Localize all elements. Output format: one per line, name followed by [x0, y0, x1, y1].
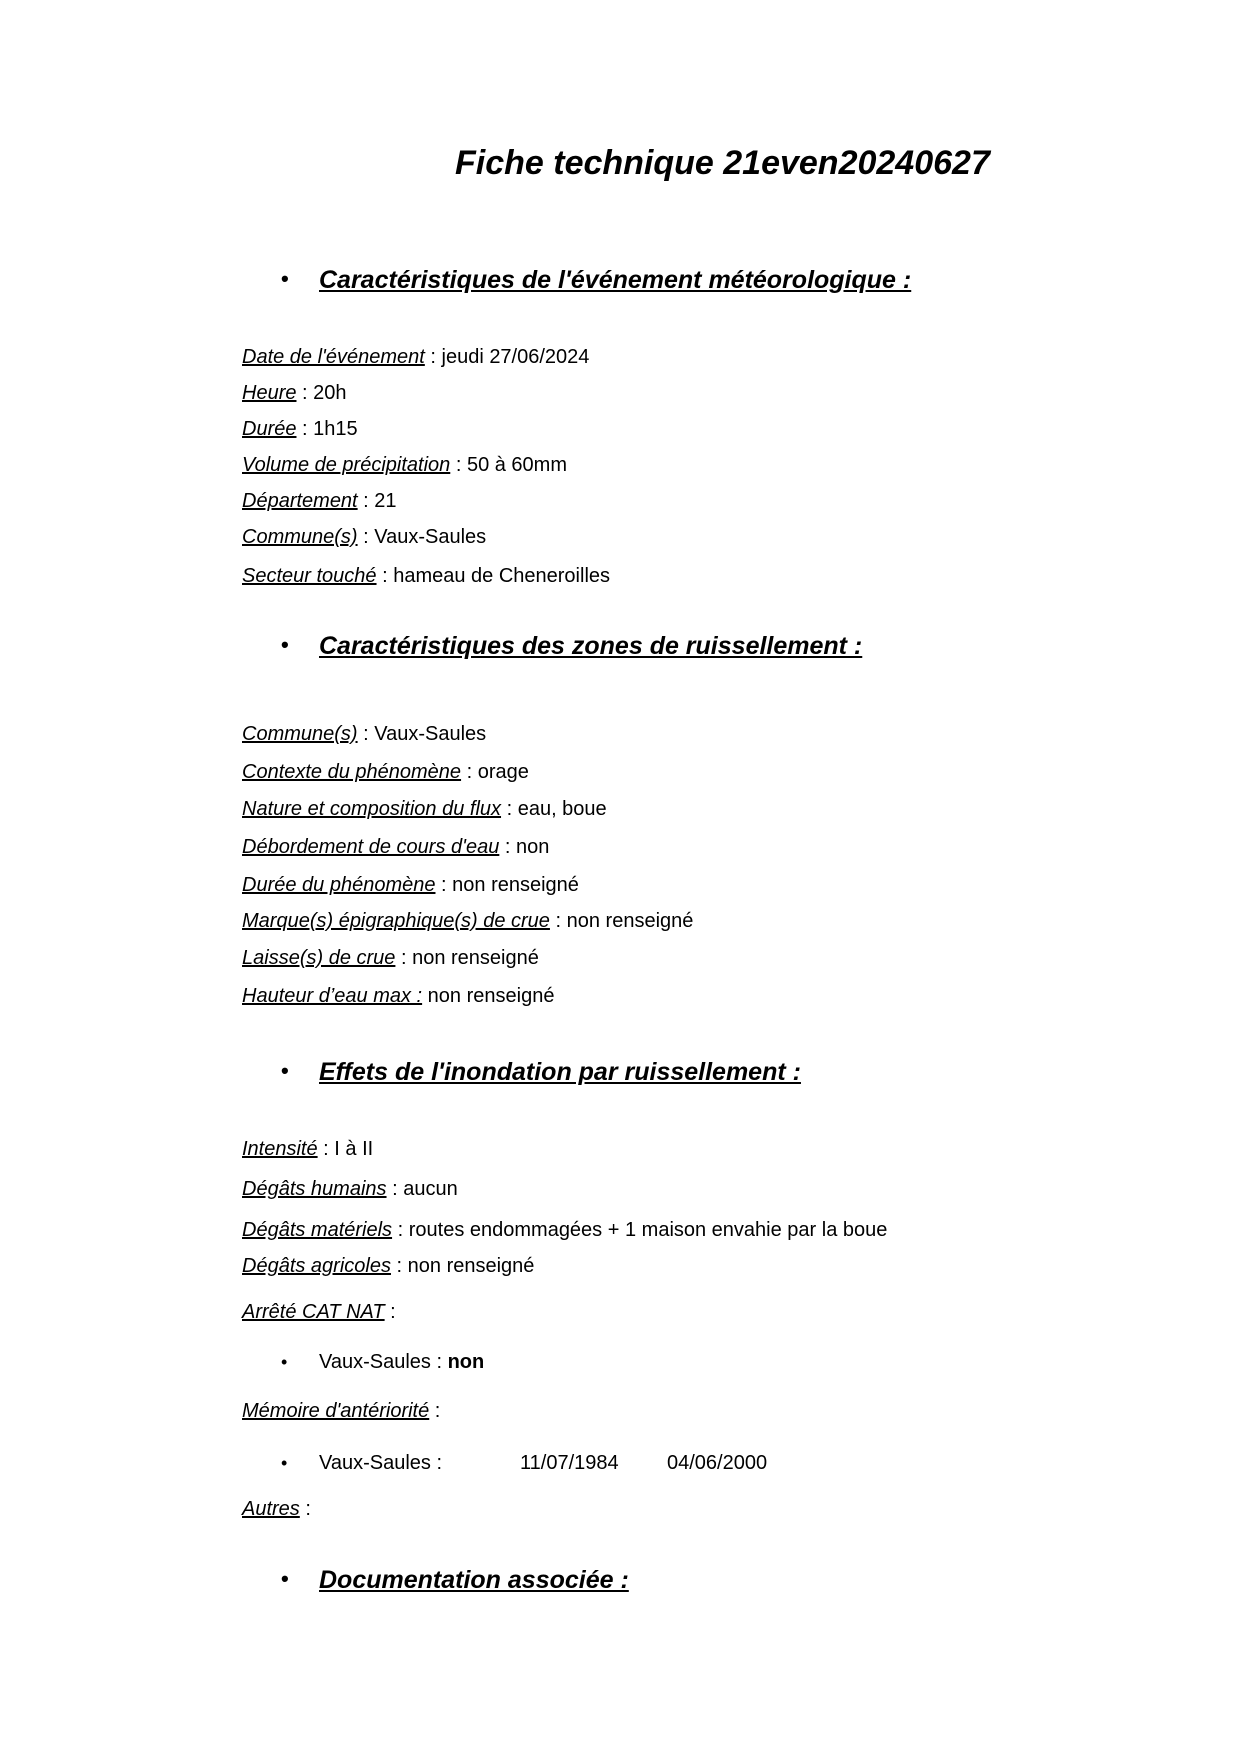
field-value: Vaux-Saules — [374, 723, 487, 745]
field-laisses-crue — [242, 947, 539, 970]
field-sep: : — [549, 910, 567, 932]
field-sep: : — [317, 1138, 335, 1160]
section-heading-text: Documentation associée : — [319, 1566, 629, 1594]
section-heading-ruissellement — [281, 632, 862, 661]
field-label: Nature et composition du flux — [242, 798, 502, 820]
bullet: • — [281, 1058, 289, 1083]
field-label: Dégâts humains — [242, 1178, 387, 1200]
bullet: • — [281, 632, 289, 657]
field-value: routes endommagées + 1 maison envahie par la boue — [408, 1219, 888, 1241]
field-marques-crue — [242, 910, 693, 933]
field-intensite — [242, 1138, 373, 1161]
field-value: Vaux-Saules — [374, 526, 487, 548]
field-sep: : — [376, 565, 394, 587]
catnat-item — [281, 1351, 484, 1374]
field-label: Dégâts matériels — [242, 1219, 393, 1241]
field-label: Volume de précipitation — [242, 454, 451, 476]
bullet: • — [281, 266, 289, 291]
field-sep: : — [450, 454, 467, 476]
field-arrete-catnat — [242, 1301, 396, 1324]
field-sep: : — [296, 382, 314, 404]
field-debordement — [242, 836, 549, 859]
bullet: • — [281, 1566, 289, 1591]
field-sep: : — [296, 418, 314, 440]
field-sep: : — [435, 874, 453, 896]
field-value: aucun — [403, 1178, 458, 1200]
field-sep: : — [424, 346, 442, 368]
catnat-commune: Vaux-Saules : — [319, 1351, 448, 1373]
field-sep: : — [461, 761, 478, 783]
memoire-commune: Vaux-Saules : — [319, 1452, 443, 1474]
field-sep: : — [501, 798, 518, 820]
field-value: jeudi 27/06/2024 — [441, 346, 590, 368]
field-value: 1h15 — [313, 418, 358, 440]
field-label: Autres — [242, 1498, 300, 1520]
field-value: non renseigné — [427, 985, 555, 1007]
memoire-date: 04/06/2000 — [667, 1452, 768, 1474]
section-heading-text: Effets de l'inondation par ruissellement : — [319, 1058, 801, 1086]
field-label: Hauteur d’eau max : — [242, 985, 423, 1007]
field-value: I à II — [334, 1138, 374, 1160]
field-label: Dégâts agricoles — [242, 1255, 391, 1277]
field-sep: : — [357, 526, 375, 548]
field-departement — [242, 490, 397, 513]
field-sep: : — [429, 1400, 441, 1422]
field-label: Mémoire d'antériorité — [242, 1400, 430, 1422]
field-secteur — [242, 565, 610, 588]
field-sep: : — [357, 490, 375, 512]
field-label: Secteur touché — [242, 565, 377, 587]
field-sep: : — [386, 1178, 404, 1200]
field-sep: : — [499, 836, 516, 858]
memoire-item — [281, 1452, 442, 1475]
field-label: Marque(s) épigraphique(s) de crue — [242, 910, 550, 932]
field-value: non renseigné — [412, 947, 539, 969]
field-value: non renseigné — [566, 910, 694, 932]
field-sep: : — [384, 1301, 396, 1323]
field-value: orage — [477, 761, 529, 783]
field-autres — [242, 1498, 311, 1521]
catnat-value: non — [447, 1351, 485, 1373]
field-communes — [242, 723, 486, 746]
field-label: Contexte du phénomène — [242, 761, 462, 783]
field-sep: : — [357, 723, 375, 745]
field-label: Débordement de cours d'eau — [242, 836, 500, 858]
field-sep: : — [390, 1255, 408, 1277]
field-label: Arrêté CAT NAT — [242, 1301, 385, 1323]
field-degats-agricoles — [242, 1255, 534, 1278]
field-degats-humains — [242, 1178, 458, 1201]
field-label: Commune(s) — [242, 723, 358, 745]
field-label: Heure — [242, 382, 297, 404]
field-heure — [242, 382, 347, 405]
bullet: • — [281, 1453, 288, 1473]
memoire-date: 11/07/1984 — [520, 1452, 619, 1474]
field-value: non — [516, 836, 550, 858]
field-label: Date de l'événement — [242, 346, 425, 368]
field-label: Département — [242, 490, 358, 512]
field-duree-phenomene — [242, 874, 579, 897]
field-nature-flux — [242, 798, 607, 821]
page-title: Fiche technique 21even20240627 — [455, 144, 990, 182]
field-sep: : — [392, 1219, 409, 1241]
section-heading-effets — [281, 1058, 801, 1087]
section-heading-text: Caractéristiques de l'événement météorologique : — [319, 266, 912, 294]
field-value: 21 — [374, 490, 397, 512]
field-value: non renseigné — [407, 1255, 535, 1277]
field-date — [242, 346, 589, 369]
field-duree — [242, 418, 358, 441]
field-volume — [242, 454, 567, 477]
field-memoire — [242, 1400, 440, 1423]
section-heading-documentation — [281, 1566, 629, 1595]
field-sep: : — [299, 1498, 311, 1520]
field-label: Laisse(s) de crue — [242, 947, 396, 969]
section-heading-text: Caractéristiques des zones de ruissellement : — [319, 632, 863, 660]
field-value: eau, boue — [517, 798, 607, 820]
field-contexte — [242, 761, 529, 784]
field-hauteur-eau — [242, 985, 554, 1008]
bullet: • — [281, 1352, 288, 1372]
field-label: Durée — [242, 418, 297, 440]
field-label: Durée du phénomène — [242, 874, 436, 896]
field-communes — [242, 526, 486, 549]
field-label: Commune(s) — [242, 526, 358, 548]
field-value: 20h — [313, 382, 347, 404]
field-label: Intensité — [242, 1138, 318, 1160]
field-degats-materiels — [242, 1219, 887, 1242]
field-value: hameau de Cheneroilles — [393, 565, 611, 587]
section-heading-meteo — [281, 266, 911, 295]
field-value: 50 à 60mm — [466, 454, 568, 476]
field-value: non renseigné — [452, 874, 579, 896]
field-sep: : — [395, 947, 413, 969]
